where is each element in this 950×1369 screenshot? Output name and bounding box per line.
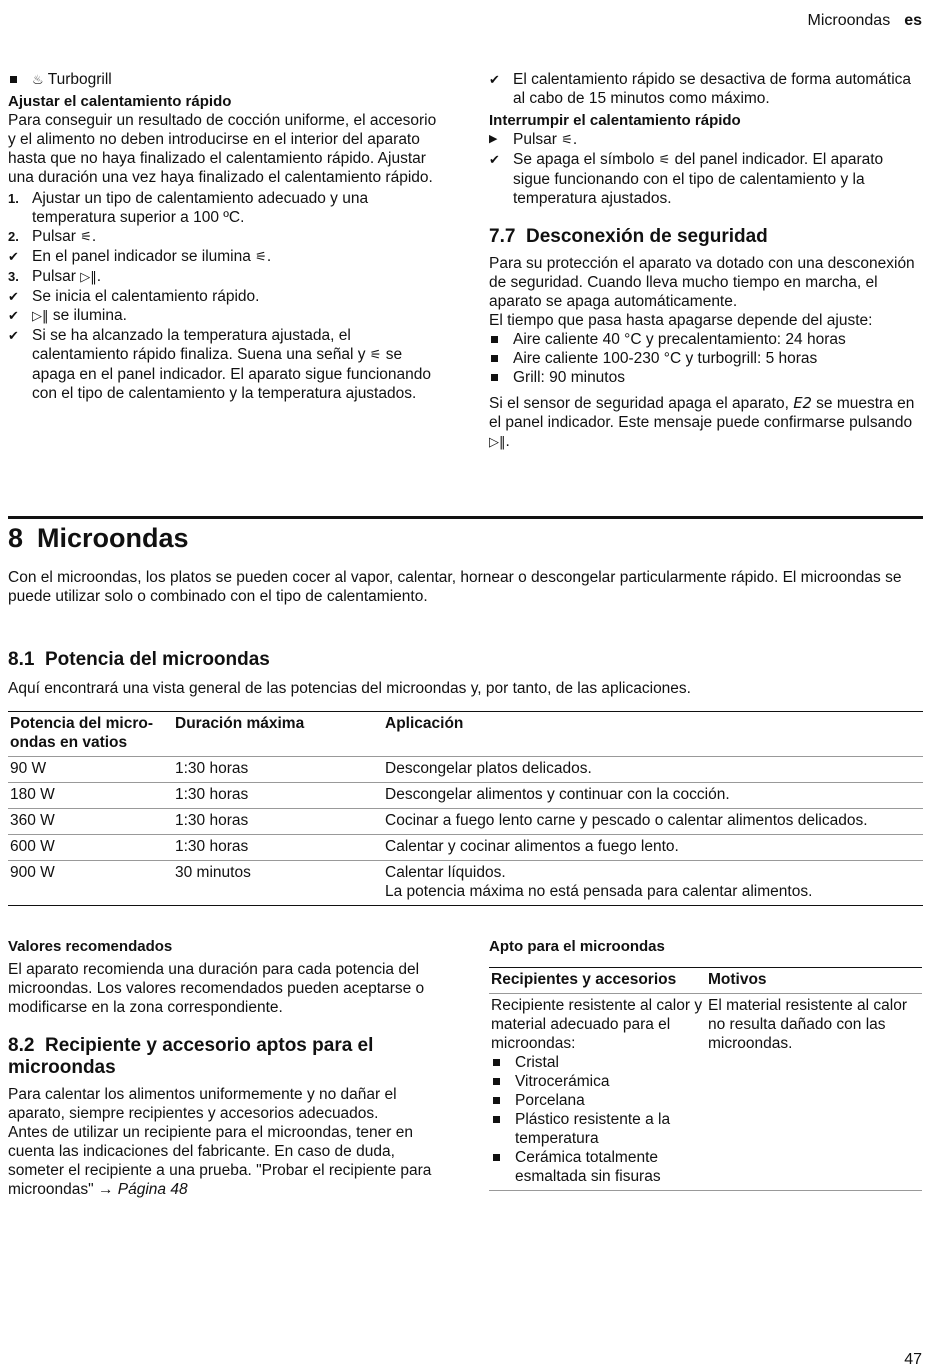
table-row xyxy=(8,809,923,835)
cell-line: La potencia máxima no está pensada para calentar alimentos. xyxy=(385,883,813,900)
result-2: ✔ En el panel indicador se ilumina ⚟. xyxy=(8,248,272,265)
table-row xyxy=(8,783,923,809)
table-row xyxy=(8,861,923,906)
bullet-text: Cerámica totalmente esmaltada sin fisuras xyxy=(515,1149,661,1185)
bullet-square xyxy=(491,355,498,362)
result-auto xyxy=(489,70,923,108)
paragraph-text: Antes de utilizar un recipiente para el microondas, tener en cuenta las indicaciones del fabricante. En caso de duda, someter el recipiente a una prueba. "Probar el recipiente para microondas" xyxy=(8,1124,432,1198)
result-text: se apaga en el panel indicador. El aparato sigue funcionando con el tipo de calentamiento y la temperatura ajustados. xyxy=(32,346,432,402)
section-title-8-1 xyxy=(8,649,270,671)
start-pause-icon: ▷‖ xyxy=(32,309,49,324)
table-header-row xyxy=(8,712,923,757)
section-title: Potencia del microondas xyxy=(44,649,270,670)
header-title: Microondas xyxy=(807,12,891,29)
chapter-rule xyxy=(8,516,923,519)
bullet-square xyxy=(491,374,498,381)
table-cell: 1:30 horas xyxy=(175,760,249,777)
paragraph xyxy=(489,394,923,452)
bullet-square xyxy=(10,76,17,83)
step-1 xyxy=(8,189,440,227)
paragraph: Para su protección el aparato va dotado con una desconexión de seguridad. Cuando lleva mucho tiempo en marcha, el aparato se apaga automáticamente. xyxy=(489,255,915,310)
left-top-column xyxy=(8,70,440,403)
page-number: 47 xyxy=(904,1351,922,1368)
column-header: Motivos xyxy=(706,968,922,994)
step-2: 2. Pulsar ⚟. xyxy=(8,228,97,245)
check-icon: ✔ xyxy=(8,249,19,264)
result-text: Se apaga el símbolo xyxy=(513,151,655,168)
error-code: E2 xyxy=(793,394,812,412)
paragraph xyxy=(8,1123,440,1199)
result-text: En el panel indicador se ilumina xyxy=(32,248,251,265)
bullet-item xyxy=(491,1091,704,1110)
check-icon: ✔ xyxy=(8,308,19,323)
rapid-heat-icon: ⚟ xyxy=(658,153,671,168)
turbogrill-label: Turbogrill xyxy=(47,71,112,88)
column-header: Aplicación xyxy=(385,715,464,732)
table-cell: 180 W xyxy=(10,786,55,803)
table-cell: 900 W xyxy=(10,864,55,881)
paragraph: Para conseguir un resultado de cocción uniforme, el accesorio y el alimento no deben introducirse en el interior del aparato hasta que no haya finalizado el calentamiento rápido. Ajustar una duración una vez haya finalizado el calentamiento rápido. xyxy=(8,112,437,186)
bullet-text: Aire caliente 40 °C y precalentamiento: 24 horas xyxy=(513,331,846,348)
table-row xyxy=(8,835,923,861)
check-icon: ✔ xyxy=(489,152,500,167)
rapid-heat-icon: ⚟ xyxy=(255,250,267,265)
step-text: Ajustar un tipo de calentamiento adecuado y una temperatura superior a 100 ºC. xyxy=(32,190,369,226)
step-3: 3. Pulsar ▷‖. xyxy=(8,268,102,285)
section-title: Desconexión de seguridad xyxy=(525,226,768,247)
bullet-item xyxy=(491,1053,704,1072)
paragraph: Para calentar los alimentos uniformemente y no dañar el aparato, siempre recipientes y accesorios adecuados. xyxy=(8,1086,397,1122)
step-text: Pulsar xyxy=(32,228,76,245)
bullet-text: Aire caliente 100-230 °C y turbogrill: 5 horas xyxy=(513,350,818,367)
step-number: 3. xyxy=(8,269,19,284)
bullet-square xyxy=(493,1154,500,1161)
bullet-text: Grill: 90 minutos xyxy=(513,369,625,386)
section-heading: Valores recomendados xyxy=(8,938,173,955)
triangle-icon: ▶ xyxy=(489,133,498,145)
bullet-square xyxy=(493,1097,500,1104)
table-cell: 1:30 horas xyxy=(175,838,249,855)
table-cell: El material resistente al calor no resulta dañado con las microondas. xyxy=(706,994,922,1191)
paragraph: El tiempo que pasa hasta apagarse depende del ajuste: xyxy=(489,312,873,329)
chapter-name: Microondas xyxy=(37,523,189,553)
bullet-item xyxy=(489,368,923,387)
table-cell: Calentar y cocinar alimentos a fuego lento. xyxy=(385,838,679,855)
bullet-text: Cristal xyxy=(515,1054,559,1071)
cell-line: Calentar líquidos. xyxy=(385,864,506,881)
start-pause-icon: ▷‖ xyxy=(80,270,97,285)
table-cell xyxy=(383,861,923,906)
right-top-column xyxy=(489,70,923,452)
column-header: Potencia del micro- ondas en vatios xyxy=(10,715,153,751)
bullet-text: Porcelana xyxy=(515,1092,585,1109)
section-heading: Ajustar el calentamiento rápido xyxy=(8,93,232,110)
action-text: Pulsar xyxy=(513,131,557,148)
bullet-text: Plástico resistente a la temperatura xyxy=(515,1111,671,1147)
result-text: Si se ha alcanzado la temperatura ajustada, el calentamiento rápido finaliza. Suena una señal y xyxy=(32,327,366,363)
right-bottom-column xyxy=(489,937,923,1191)
page-link[interactable]: Página 48 xyxy=(117,1181,188,1198)
turbogrill-icon: ♨ xyxy=(32,73,44,88)
section-number: 8.1 xyxy=(8,649,35,670)
rapid-heat-icon: ⚟ xyxy=(369,348,382,363)
table-cell: 30 minutos xyxy=(175,864,251,881)
result-text: Se inicia el calentamiento rápido. xyxy=(32,288,260,305)
power-table xyxy=(8,711,923,906)
bullet-square xyxy=(493,1059,500,1066)
result-text: se ilumina. xyxy=(52,307,127,324)
bullet-item xyxy=(489,330,923,349)
section-heading: Interrumpir el calentamiento rápido xyxy=(489,112,741,129)
step-number: 1. xyxy=(8,191,19,206)
section-title-7-7 xyxy=(489,226,923,248)
table-cell: Cocinar a fuego lento carne y pescado o calentar alimentos delicados. xyxy=(385,812,868,829)
table-cell: 360 W xyxy=(10,812,55,829)
result-3b xyxy=(8,306,440,326)
section-title-8-2 xyxy=(8,1035,440,1079)
bullet-item xyxy=(491,1110,704,1148)
result-3a xyxy=(8,287,440,306)
table-row xyxy=(489,994,922,1191)
rapid-heat-icon: ⚟ xyxy=(561,133,573,148)
chapter-number: 8 xyxy=(8,523,24,553)
turbogrill-item xyxy=(8,70,440,90)
section-number: 8.2 xyxy=(8,1035,35,1056)
cell-text: Recipiente resistente al calor y material adecuado para el microondas: xyxy=(491,997,703,1052)
check-icon: ✔ xyxy=(8,289,19,304)
result-item xyxy=(489,150,923,208)
result-text: El calentamiento rápido se desactiva de forma automática al cabo de 15 minutos como máximo. xyxy=(513,71,912,107)
check-icon: ✔ xyxy=(489,72,500,87)
arrow-icon: → xyxy=(97,1181,114,1198)
rapid-heat-icon: ⚟ xyxy=(80,230,92,245)
table-header-row xyxy=(489,968,922,994)
table-cell: 600 W xyxy=(10,838,55,855)
paragraph-text: se muestra en el panel indicador. Este mensaje puede confirmarse pulsando xyxy=(489,395,915,431)
section-heading: Apto para el microondas xyxy=(489,938,665,955)
bullet-item xyxy=(491,1148,704,1186)
chapter-title xyxy=(8,522,189,554)
chapter-intro: Con el microondas, los platos se pueden cocer al vapor, calentar, hornear o descongelar particularmente rápido. El microondas se puede utilizar solo o combinado con el tipo de calentamiento. xyxy=(8,569,902,605)
result-text: del panel indicador. El aparato sigue funcionando con el tipo de calentamiento y la temperatura ajustados. xyxy=(513,151,884,207)
table-cell: 90 W xyxy=(10,760,47,777)
table-cell: Descongelar platos delicados. xyxy=(385,760,592,777)
check-icon: ✔ xyxy=(8,328,19,343)
column-header: Duración máxima xyxy=(175,715,305,732)
start-pause-icon: ▷‖ xyxy=(489,435,506,450)
paragraph: El aparato recomienda una duración para cada potencia del microondas. Los valores recomendados pueden aceptarse o modificarse en la zona correspondiente. xyxy=(8,961,425,1016)
step-text: Pulsar xyxy=(32,268,76,285)
page-header xyxy=(808,11,923,30)
table-cell: Descongelar alimentos y continuar con la cocción. xyxy=(385,786,730,803)
section-number: 7.7 xyxy=(489,226,516,247)
table-cell: 1:30 horas xyxy=(175,786,249,803)
column-header: Recipientes y accesorios xyxy=(489,968,706,994)
bullet-text: Vitrocerámica xyxy=(515,1073,610,1090)
action-item: ▶ Pulsar ⚟. xyxy=(489,131,578,148)
left-bottom-column xyxy=(8,937,440,1199)
bullet-square xyxy=(493,1116,500,1123)
section-title: Recipiente y accesorio aptos para el microondas xyxy=(8,1035,374,1078)
table-row xyxy=(8,757,923,783)
apto-table xyxy=(489,967,922,1191)
paragraph-text: . xyxy=(505,433,510,450)
step-number: 2. xyxy=(8,229,19,244)
table-cell: 1:30 horas xyxy=(175,812,249,829)
paragraph-text: Si el sensor de seguridad apaga el aparato, xyxy=(489,395,789,412)
section-intro: Aquí encontrará una vista general de las potencias del microondas y, por tanto, de las aplicaciones. xyxy=(8,680,691,697)
bullet-item xyxy=(491,1072,704,1091)
result-3c xyxy=(8,326,440,403)
bullet-square xyxy=(491,336,498,343)
bullet-square xyxy=(493,1078,500,1085)
bullet-item xyxy=(489,349,923,368)
table-cell xyxy=(489,994,706,1191)
header-lang: es xyxy=(904,12,922,29)
